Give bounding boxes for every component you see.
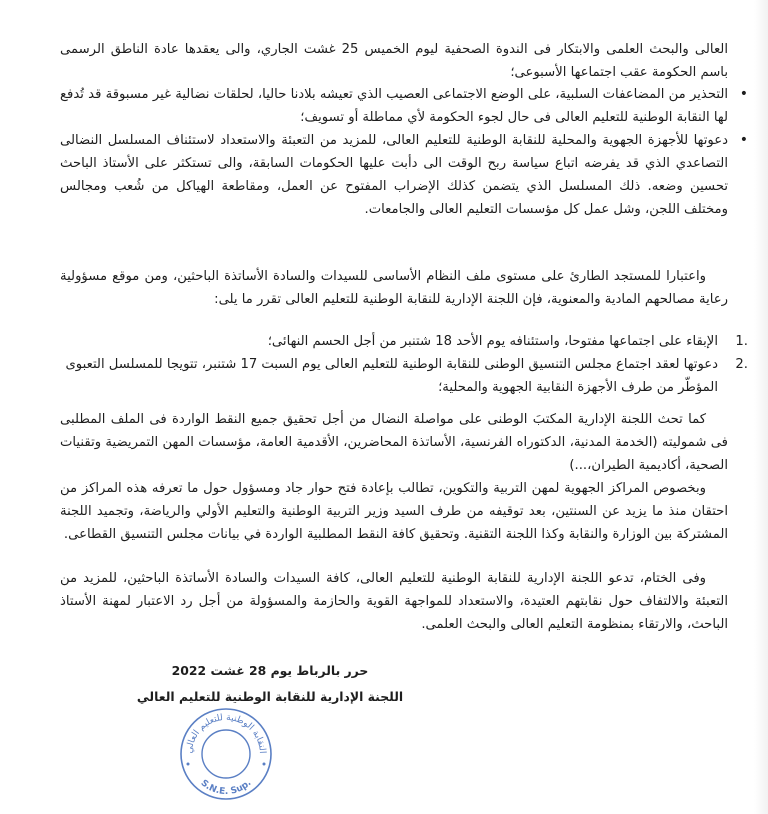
decision-number: 2. [735, 357, 748, 372]
demands-section [60, 408, 728, 546]
decision-text: الإبقاء على اجتماعها مفتوحا، واستئنافه يوم الأحد 18 شتنبر من أجل الحسم النهائى؛ [267, 334, 718, 349]
intro-text: العالى والبحث العلمى والابتكار فى الندوة الصحفية ليوم الخميس 25 غشت الجاري، والى يعقدها عادة الناطق الرسمى باسم الحكومة عقب اجتماعها الأسبوعى؛ [60, 42, 728, 80]
closing-text: وفى الختام، تدعو اللجنة الإدارية للنقابة الوطنية للتعليم العالى، كافة السيدات والسادة الأساتذة الباحثين، للمزيد من التعبئة والالتفاف حول نقابتهم العتيدة، والاستعداد للمواجهة القوية والحازمة والمسؤولة من أجل رد الاعتبار لمهنة الأستاذ الباحث، والارتقاء بمنظومة التعليم العالى والبحث العلمى. [60, 571, 728, 632]
bullet-list [60, 83, 748, 221]
demands-text: كما تحث اللجنة الإدارية المكتبَ الوطنى على مواصلة النضال من أجل تحقيق جميع النقط الواردة فى الملف المطلبى فى شموليته (الخدمة المدنية، الدكتوراه الفرنسية، الأساتذة المحاضرين، الأقدمية العامة، مؤسسات المهن التمريضية وتقنيات الصحية، أكاديمية الطيران،...) [60, 412, 728, 473]
considering-paragraph [60, 265, 728, 311]
stamp-arabic-text: النقابة الوطنية للتعليم العالي [184, 712, 268, 754]
considering-text: واعتبارا للمستجد الطارئ على مستوى ملف النظام الأساسى للسيدات والسادة الأساتذة الباحثين، ومن موقع مسؤولية رعاية مصالحهم المادية والمعنوية، فإن اللجنة الإدارية للنقابة الوطنية للتعليم العالى تقرر ما يلى: [60, 269, 728, 307]
decision-number: 1. [735, 334, 748, 349]
signature-block [120, 658, 420, 710]
decision-text: دعوتها لعقد اجتماع مجلس التنسيق الوطنى للنقابة الوطنية للتعليم العالى يوم السبت 17 شتنبر، تتويجا للمسلسل التعبوى المؤطّر من طرف الأجهزة النقابية الجهوية والمحلية؛ [65, 357, 718, 395]
bullet-warning: • التحذير من المضاعفات السلبية، على الوضع الاجتماعى العصيب الذي تعيشه بلادنا حاليا، لحلقات نضالية غير مسبوقة قد تُدفع لها النقابة الوطنية للتعليم العالى فى حال لجوء الحكومة لأي مماطلة أو تسويف؛ [60, 83, 728, 129]
signatory: اللجنة الإدارية للنقابة الوطنية للتعليم العالي [136, 689, 404, 704]
place-date: حرر بالرباط يوم 28 غشت 2022 [171, 663, 369, 678]
decisions-list [60, 330, 752, 399]
decision-item [60, 330, 748, 353]
page-edge-shadow [754, 0, 768, 814]
stamp-seal-icon [178, 706, 274, 802]
bullet-mobilization: • دعوتها للأجهزة الجهوية والمحلية للنقابة الوطنية للتعليم العالى، للمزيد من التعبئة والاستعداد لاستئناف المسلسل النضالى التصاعدي الذي قد يفرضه اتباع سياسة ربح الوقت الى دأبت عليها الحكومات السابقة، والى تستكثر على الأستاذ الباحث تحسين وضعه. ذلك المسلسل الذي يتضمن كذلك الإضراب المفتوح عن العمل، ومقاطعة الهياكل من شُعب ومجالس ومختلف اللجن، وشل عمل كل مؤسسات التعليم العالى والجامعات. [60, 129, 728, 221]
regional-centers-text: وبخصوص المراكز الجهوية لمهن التربية والتكوين، تطالب بإعادة فتح حوار جاد ومسؤول حول ما تعرفه هذه المراكز من احتقان منذ ما يزيد عن السنتين، بعد توقيفه من طرف السيد وزير التربية الوطنية والتعليم الأولي والرياضة، وتجميد اللجنة المشتركة بين الوزارة والنقابة وكذا اللجنة التقنية. وتحقيق كافة النقط المطلبية الواردة في بيانات مجلس التنسيق القطاعى. [60, 481, 728, 542]
stamp-latin-text: S.N.E. Sup. [198, 778, 254, 798]
intro-paragraph [60, 38, 728, 84]
decision-item [60, 353, 748, 399]
closing-paragraph [60, 567, 728, 636]
